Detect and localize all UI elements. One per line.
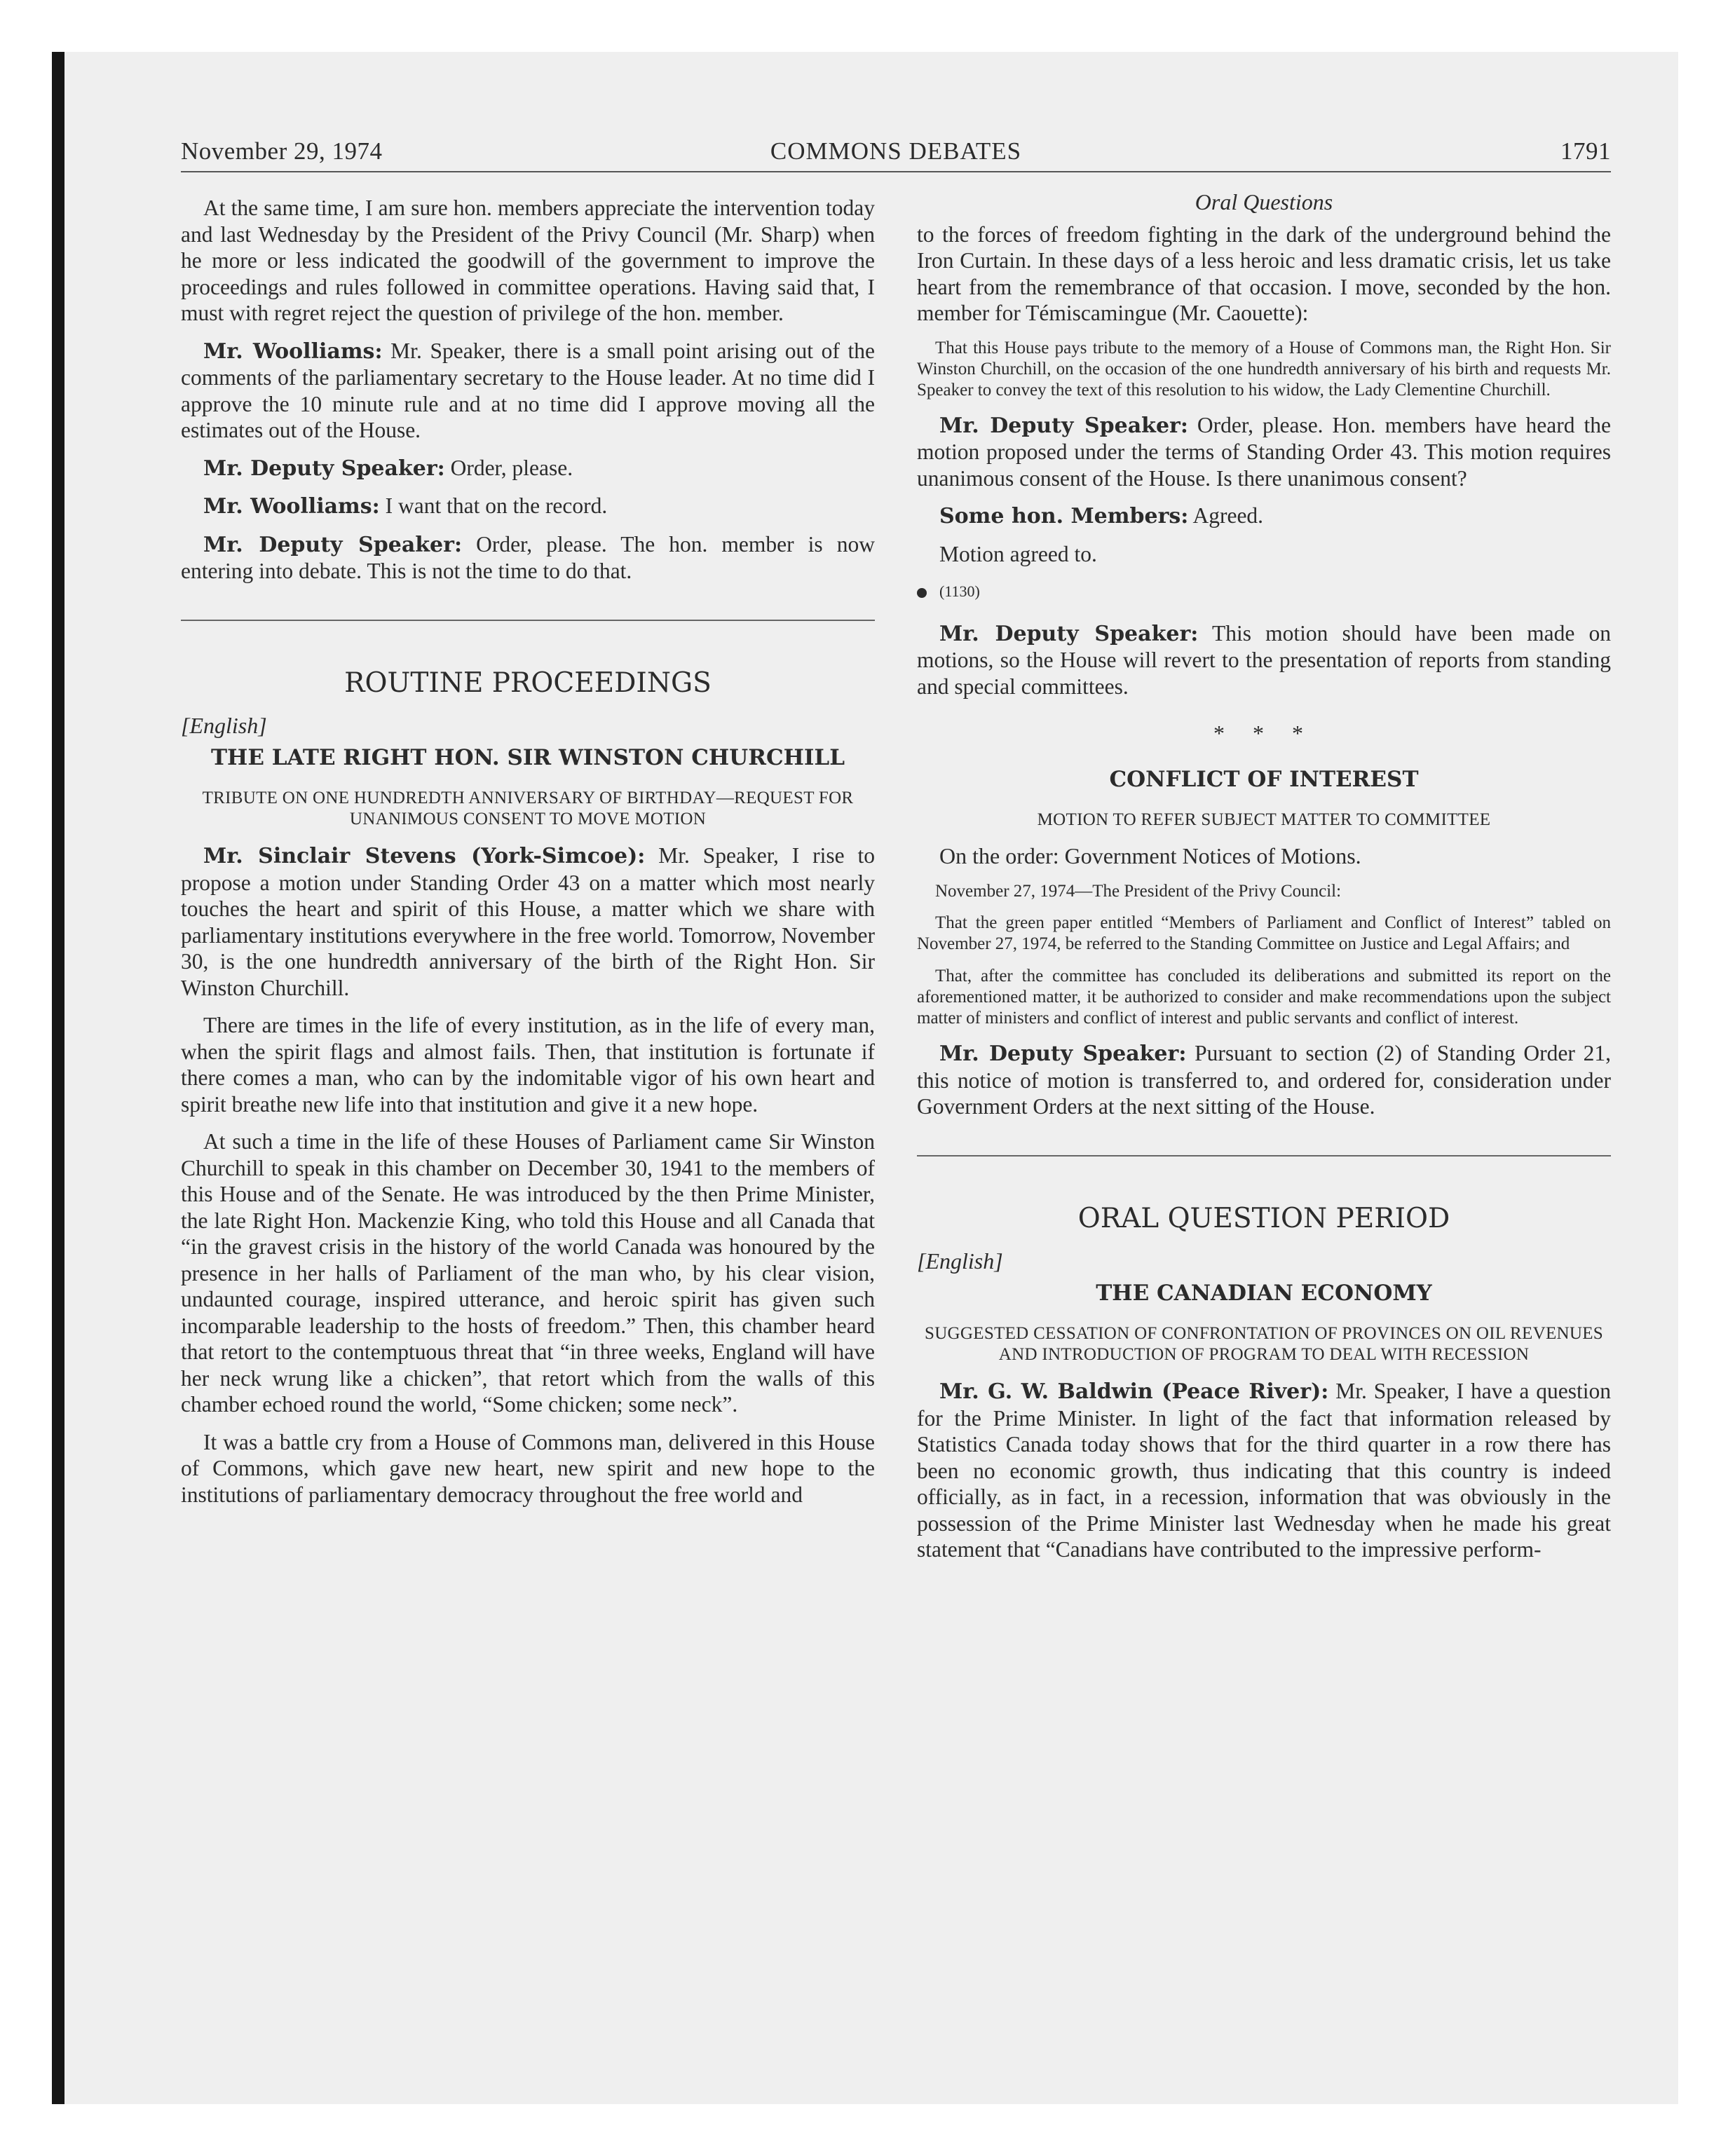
paragraph: At such a time in the life of these Houses of Parliament came Sir Winston Churchill to speak in this chamber on December 30, 1941 to the members of this House and of the Senate. He was introduced by the then Prime Minister, the late Right Hon. Mackenzie King, who told this House and all Canada that “in the gravest crisis in the history of the world Canada was honoured by the presence in her halls of Parliament of the man who, by his clear vision, undaunted courage, inspired utterance, and heroic spirit has given such incomparable leadership to the hosts of freedom.” Then, this chamber heard that retort to the contemptuous threat that “in three weeks, England will have her neck wrung like a chicken”, that retort which from the walls of this chamber echoed round the world, “Some chicken; some neck”. (181, 1129, 875, 1417)
running-head: Oral Questions (1195, 189, 1333, 214)
speech-paragraph (181, 493, 875, 520)
speech-paragraph (917, 412, 1611, 492)
paragraph: Motion agreed to. (939, 541, 1097, 566)
subject-subheading: MOTION TO REFER SUBJECT MATTER TO COMMITTEE (1037, 810, 1491, 829)
speaker-name: Mr. Deputy Speaker: (203, 532, 463, 557)
speech-text: I want that on the record. (379, 493, 608, 518)
notice-text: That the green paper entitled “Members of Parliament and Conflict of Interest” tabled on November 27, 1974, be referred to the Standing Committee on Justice and Legal Affairs; and (917, 913, 1611, 953)
speaker-name: Mr. Woolliams: (203, 494, 380, 519)
speech-text: Agreed. (1188, 503, 1264, 528)
header-page-number: 1791 (1560, 137, 1611, 165)
speech-text: Order, please. The hon. member is now entering into debate. This is not the time to do that. (181, 531, 875, 583)
section-stars: * * * (1213, 721, 1314, 746)
section-title: ROUTINE PROCEEDINGS (344, 667, 712, 699)
speech-text: Order, please. Hon. members have heard the motion proposed under the terms of Standing Order 43. This motion requires unanimous consent of the House. Is there unanimous consent? (917, 412, 1611, 491)
speech-text: Pursuant to section (2) of Standing Order 21, this notice of motion is transferred to, and ordered for, consideration under Government Orders at the next sitting of the House. (917, 1041, 1611, 1119)
speech-paragraph (181, 455, 875, 482)
language-tag: [English] (917, 1248, 1003, 1274)
speaker-name: Mr. Deputy Speaker: (939, 413, 1188, 438)
speech-paragraph (917, 1378, 1611, 1563)
speaker-name: Mr. Sinclair Stevens (York-Simcoe): (203, 844, 646, 868)
speech-paragraph (917, 620, 1611, 700)
section-divider (181, 620, 875, 621)
motion-text: That this House pays tribute to the memory of a House of Commons man, the Right Hon. Sir Winston Churchill, on the occasion of the one hundredth anniversary of his birth and requests Mr. Speaker to convey the text of this resolution to his widow, the Lady Clementine Churchill. (917, 338, 1611, 400)
time-marker (917, 578, 1611, 605)
subject-title: THE LATE RIGHT HON. SIR WINSTON CHURCHILL (210, 744, 845, 770)
binding-edge (52, 52, 64, 2104)
notice-date: November 27, 1974—The President of the Privy Council: (935, 881, 1342, 901)
right-column (917, 189, 1611, 1885)
page-header (181, 137, 1611, 171)
header-publication: COMMONS DEBATES (770, 137, 1022, 165)
subject-title: CONFLICT OF INTEREST (1109, 766, 1419, 792)
speech-paragraph (181, 338, 875, 444)
paragraph: to the forces of freedom fighting in the dark of the underground behind the Iron Curtain. In these days of a less heroic and less dramatic crisis, let us take heart from the remembrance of that occasion. I move, seconded by the hon. member for Témiscamingue (Mr. Caouette): (917, 221, 1611, 325)
speech-text: This motion should have been made on motions, so the House will revert to the presentation of reports from standing and special committees. (917, 620, 1611, 699)
time-marker-text: (1130) (939, 582, 980, 600)
section-title: ORAL QUESTION PERIOD (1077, 1202, 1450, 1234)
speaker-name: Mr. Deputy Speaker: (203, 456, 445, 481)
paragraph: There are times in the life of every institution, as in the life of every man, when the spirit flags and almost fails. Then, that institution is fortunate if there comes a man, who can by the indomitable vigor of his own heart and spirit breathe new life into that institution and give it a new hope. (181, 1013, 875, 1117)
speech-text: Mr. Speaker, I have a question for the Prime Minister. In light of the fact that information released by Statistics Canada today shows that for the third quarter in a row there has been no economic growth, thus indicating that this country is indeed officially, as in fact, in a recession, information that was obviously in the possession of the Prime Minister last Wednesday when he made his great statement that “Canadians have contributed to the impressive perform- (917, 1379, 1611, 1562)
order-line: On the order: Government Notices of Motions. (939, 843, 1361, 868)
speaker-name: Mr. Deputy Speaker: (939, 621, 1199, 646)
paragraph: It was a battle cry from a House of Commons man, delivered in this House of Commons, which gave new heart, new spirit and new hope to the institutions of parliamentary democracy throughout the free world and (181, 1429, 875, 1507)
header-date: November 29, 1974 (181, 137, 383, 165)
speech-paragraph (181, 842, 875, 1001)
speaker-name: Mr. G. W. Baldwin (Peace River): (939, 1379, 1329, 1404)
language-tag: [English] (181, 713, 267, 738)
section-divider (917, 1155, 1611, 1157)
speech-text: Mr. Speaker, there is a small point arising out of the comments of the parliamentary secretary to the House leader. At no time did I approve the 10 minute rule and at no time did I approve moving all the estimates out of the House. (181, 338, 875, 442)
left-column (181, 195, 875, 1891)
speech-paragraph (917, 503, 1611, 530)
subject-title: THE CANADIAN ECONOMY (1096, 1280, 1432, 1306)
speech-paragraph (181, 531, 875, 585)
speech-text: Order, please. (444, 455, 573, 480)
speech-paragraph (917, 1040, 1611, 1120)
bullet-icon (917, 588, 927, 598)
speaker-name: Some hon. Members: (939, 504, 1189, 528)
header-rule (181, 171, 1611, 172)
paragraph: At the same time, I am sure hon. members appreciate the intervention today and last Wednesday by the President of the Privy Council (Mr. Sharp) when he more or less indicated the goodwill of the government to improve the proceedings and rules followed in committee operations. Having said that, I must with regret reject the question of privilege of the hon. member. (181, 196, 875, 325)
subject-subheading: TRIBUTE ON ONE HUNDREDTH ANNIVERSARY OF BIRTHDAY—REQUEST FOR UNANIMOUS CONSENT TO MOVE MOTION (202, 789, 854, 828)
speaker-name: Mr. Woolliams: (203, 339, 383, 364)
notice-text: That, after the committee has concluded its deliberations and submitted its report on the aforementioned matter, it be authorized to consider and make recommendations upon the subject matter of ministers and conflict of interest and public servants and conflict of interest. (917, 967, 1611, 1028)
subject-subheading: SUGGESTED CESSATION OF CONFRONTATION OF PROVINCES ON OIL REVENUES AND INTRODUCTION OF PROGRAM TO DEAL WITH RECESSION (924, 1324, 1604, 1364)
speaker-name: Mr. Deputy Speaker: (939, 1042, 1187, 1066)
speech-text: Mr. Speaker, I rise to propose a motion under Standing Order 43 on a matter which most nearly touches the heart and spirit of this House, a matter which we share with parliamentary institutions everywhere in the free world. Tomorrow, November 30, is the one hundredth anniversary of the birth of the Right Hon. Sir Winston Churchill. (181, 843, 875, 1000)
